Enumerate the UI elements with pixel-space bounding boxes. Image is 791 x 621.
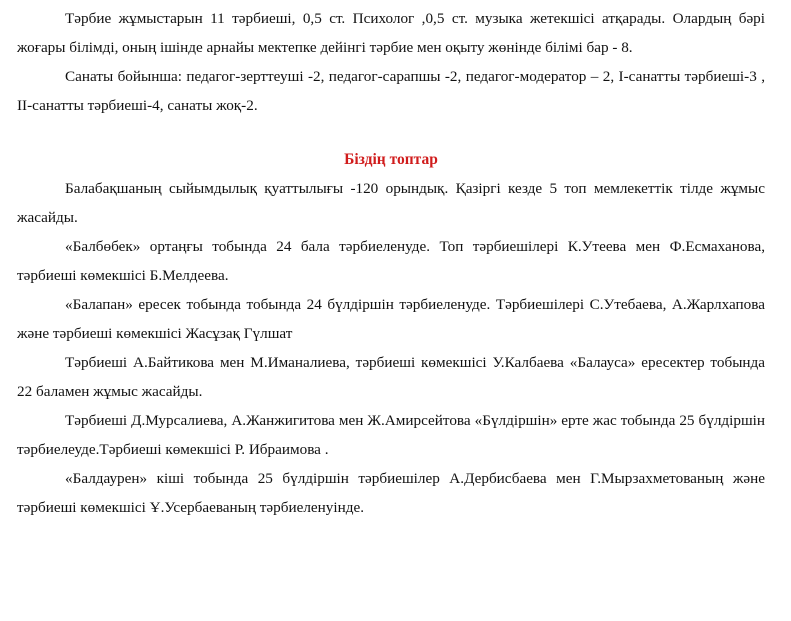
document-page [17,4,765,522]
paragraph-group-balapan: «Балапан» ересек тобында тобында 24 бүлдіршін тәрбиеленуде. Тәрбиешілері С.Утебаева, А.Жарлхапова және тәрбиеші көмекшісі Жасұзақ Гүлшат [17,296,765,342]
paragraph-capacity: Балабақшаның сыйымдылық қуаттылығы -120 орындық. Қазіргі кезде 5 топ мемлекеттік тілде жұмыс жасайды. [17,180,765,226]
paragraph-group-balbobek: «Балбөбек» ортаңғы тобында 24 бала тәрбиеленуде. Топ тәрбиешілері К.Утеева мен Ф.Есмаханова, тәрбиеші көмекшісі Б.Мелдеева. [17,238,765,284]
paragraph-staff-composition: Тәрбие жұмыстарын 11 тәрбиеші, 0,5 ст. Психолог ,0,5 ст. музыка жетекшісі атқарады. Олардың бәрі жоғары білімді, оның ішінде арнайы мектепке дейінгі тәрбие мен оқыту жөнінде білімі бар - 8. [17,10,765,56]
paragraph-group-buldirshin: Тәрбиеші Д.Мурсалиева, А.Жанжигитова мен Ж.Амирсейтова «Бүлдіршін» ерте жас тобында 25 бүлдіршін тәрбиелеуде.Тәрбиеші көмекшісі Р. Ибраимова . [17,412,765,458]
paragraph-group-baldauren: «Балдаурен» кіші тобында 25 бүлдіршін тәрбиешілер А.Дербисбаева мен Г.Мырзахметованың және тәрбиеші көмекшісі Ұ.Усербаеваның тәрбиеленуінде. [17,470,765,516]
paragraph-group-balausa: Тәрбиеші А.Байтикова мен М.Иманалиева, тәрбиеші көмекшісі У.Калбаева «Балауса» ересектер тобында 22 баламен жұмыс жасайды. [17,354,765,400]
paragraph-staff-categories: Санаты бойынша: педагог-зерттеуші -2, педагог-сарапшы -2, педагог-модератор – 2, І-санатты тәрбиеші-3 , ІІ-санатты тәрбиеші-4, санаты жоқ-2. [17,68,765,114]
section-heading-our-groups: Біздің топтар [344,151,438,168]
